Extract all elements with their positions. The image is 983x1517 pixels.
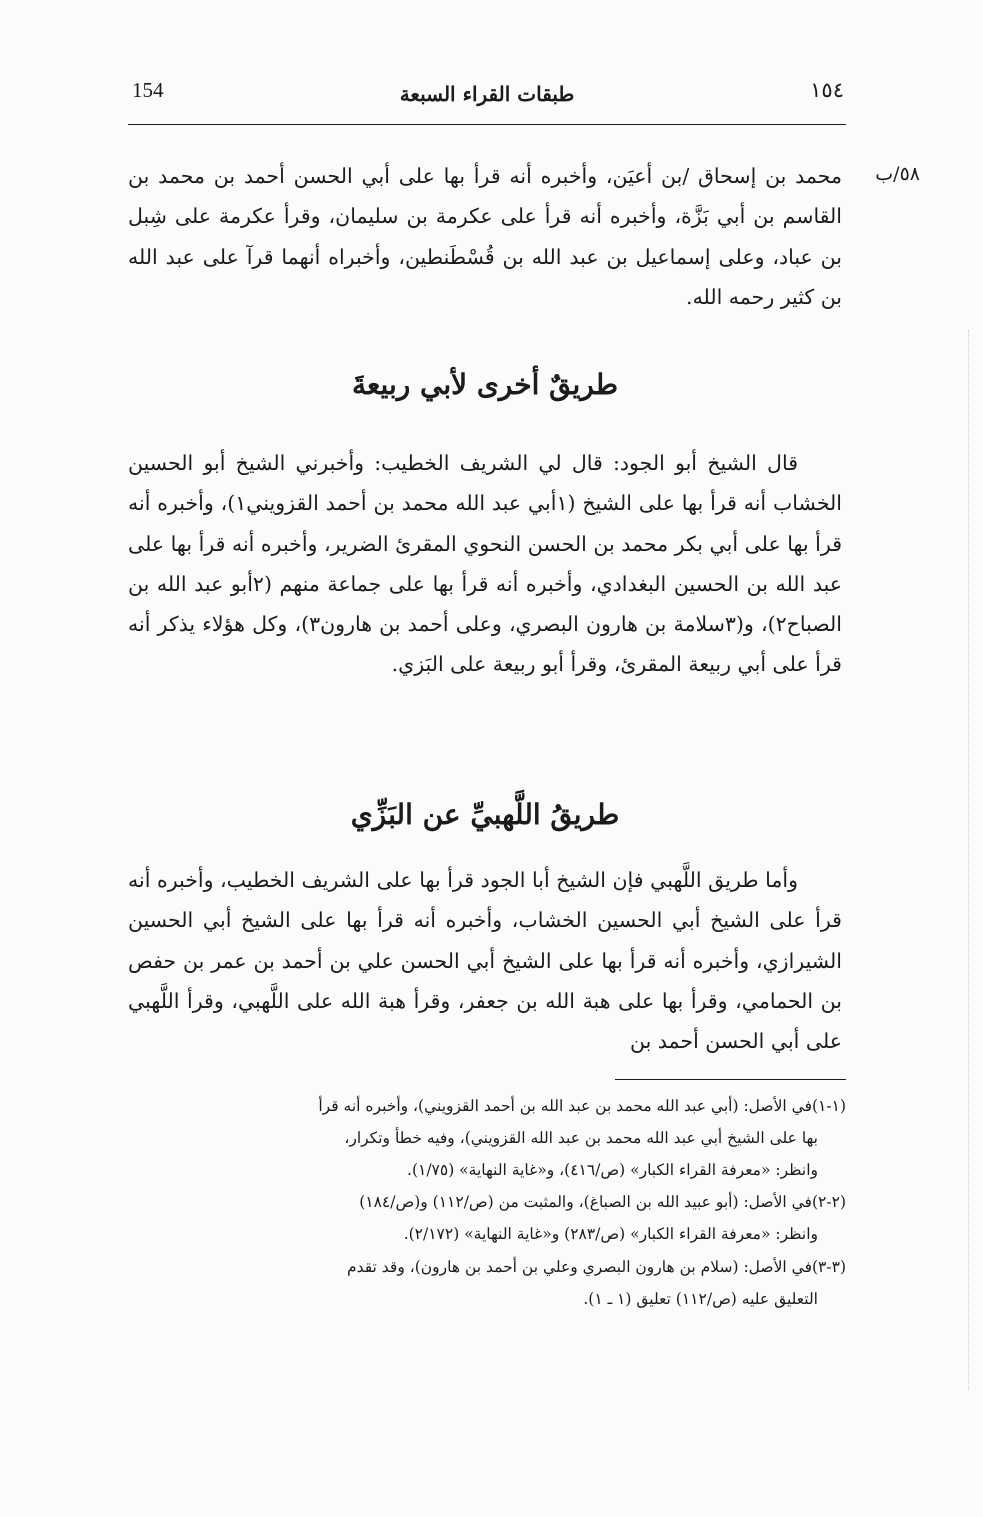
footnote-line: (٣-٣)في الأصل: (سلام بن هارون البصري وعلي بن أحمد بن هارون)، وقد تقدم: [346, 1258, 846, 1276]
footnote-line: وانظر: «معرفة القراء الكبار» (ص/٢٨٣) و«غاية النهاية» (٢/١٧٢).: [403, 1225, 818, 1243]
footnote-line: (١-١)في الأصل: (أبي عبد الله محمد بن عبد الله بن أحمد القزويني)، وأخبره أنه قرأ: [318, 1097, 846, 1115]
page-number-arabic: ١٥٤: [810, 78, 844, 102]
footnote-2: [128, 1186, 846, 1250]
footnote-3: [128, 1251, 846, 1315]
footnote-line: وانظر: «معرفة القراء الكبار» (ص/٤١٦)، و«غاية النهاية» (١/٧٥).: [407, 1161, 818, 1179]
paragraph-3: وأما طريق اللَّهبي فإن الشيخ أبا الجود قرأ بها على الشريف الخطيب، وأخبره أنه قرأ على الشيخ أبي الحسين الخشاب، وأخبره أنه قرأ بها على الشيخ أبي الحسين الشيرازي، وأخبره أنه قرأ بها على الشيخ أبي الحسن علي بن أحمد بن عمر بن حفص بن الحمامي، وقرأ بها على هبة الله بن جعفر، وقرأ هبة الله على اللَّهبي، وقرأ اللَّهبي على أبي الحسن أحمد بن: [128, 868, 842, 1054]
page-number-latin: 154: [132, 78, 164, 102]
footnote-separator: [615, 1079, 846, 1080]
paragraph-2: قال الشيخ أبو الجود: قال لي الشريف الخطيب: وأخبرني الشيخ أبو الحسين الخشاب أنه قرأ بها على الشيخ (١أبي عبد الله محمد بن أحمد القزويني١)، وأخبره أنه قرأ بها على أبي بكر محمد بن الحسن النحوي المقرئ الضرير، وأخبره أنه قرأ بها على عبد الله بن الحسين البغدادي، وأخبره أنه قرأ بها على جماعة منهم (٢أبو عبد الله بن الصباح٢)، و(٣سلامة بن هارون البصري، وعلى أحمد بن هارون٣)، وكل هؤلاء يذكر أنه قرأ على أبي ربيعة المقرئ، وقرأ أبو ربيعة على البَزي.: [128, 451, 843, 677]
footnote-line: التعليق عليه (ص/١١٢) تعليق (١ ـ ١).: [583, 1290, 818, 1308]
margin-folio-note: ٥٨/ب: [875, 163, 920, 185]
scan-edge: [968, 330, 969, 1390]
running-title: طبقات القراء السبعة: [399, 82, 575, 106]
section-heading-1: طريقٌ أخرى لأبي ربيعةَ: [352, 368, 618, 401]
paragraph-1: محمد بن إسحاق /بن أعيَن، وأخبره أنه قرأ بها على أبي الحسن أحمد بن محمد بن القاسم بن أبي بَزَّة، وأخبره أنه قرأ على عكرمة بن سليمان، وقرأ عكرمة على شِبل بن عباد، وعلى إسماعيل بن عبد الله بن قُسْطَنطين، وأخبراه أنهما قرآ على عبد الله بن كثير رحمه الله.: [128, 164, 842, 309]
section-heading-2: طريقُ اللَّهبيِّ عن البَزِّي: [350, 798, 620, 831]
footnote-line: بها على الشيخ أبي عبد الله محمد بن عبد الله القزويني)، وفيه خطأ وتكرار،: [344, 1129, 818, 1147]
footnote-1: [128, 1090, 846, 1186]
page-header: [128, 72, 846, 125]
footnote-line: (٢-٢)في الأصل: (أبو عبيد الله بن الصباغ)، والمثبت من (ص/١١٢) و(ص/١٨٤): [359, 1193, 846, 1211]
